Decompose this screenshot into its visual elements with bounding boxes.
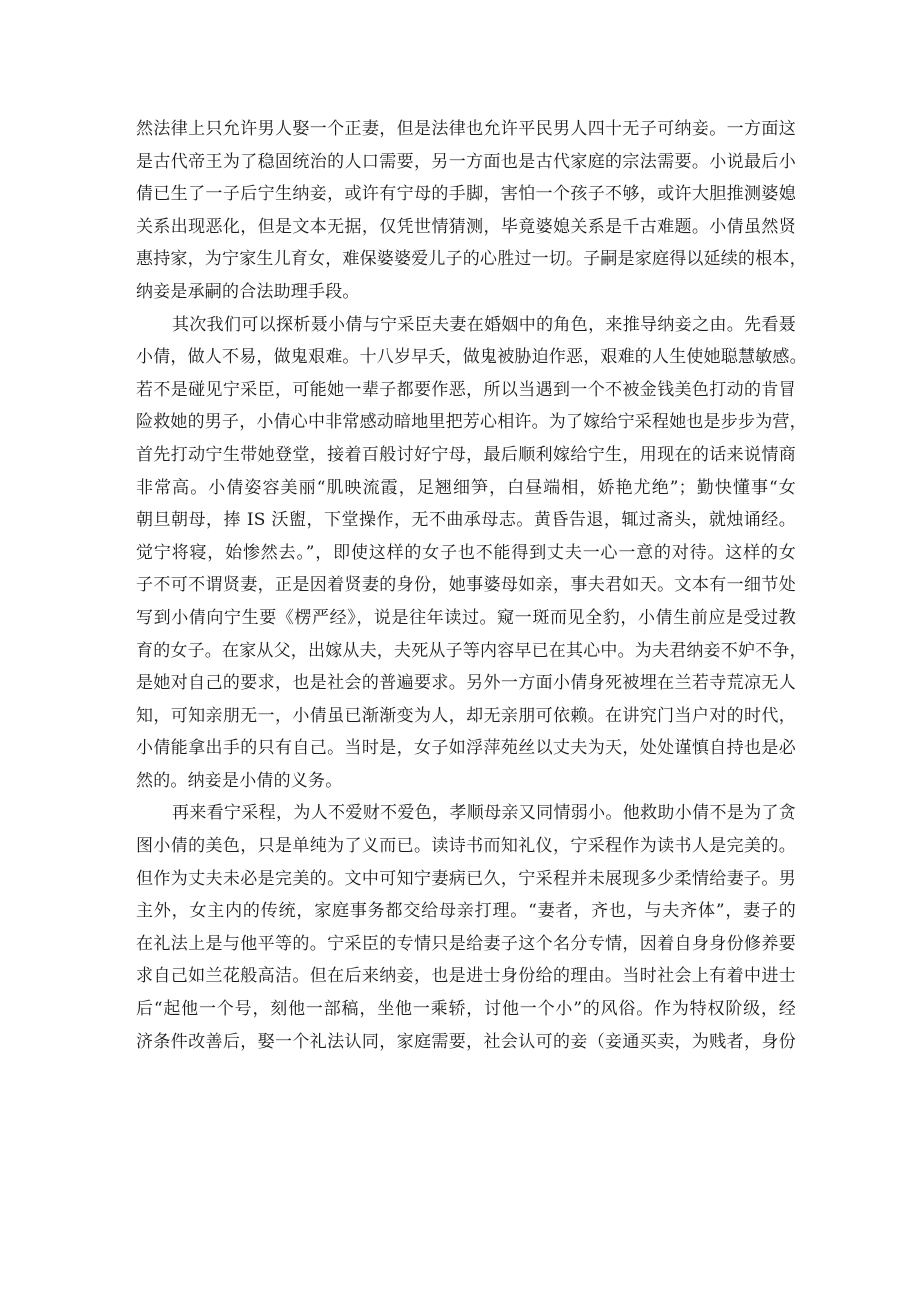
- paragraph-2: [136, 309, 807, 798]
- text-line: 是她对自己的要求，也是社会的普遍要求。另外一方面小倩身死被埋在兰若寺荒凉无人: [136, 673, 796, 694]
- text-line: 若不是碰见宁采臣，可能她一辈子都要作恶，所以当遇到一个不被金钱美色打动的肯冒: [136, 379, 796, 400]
- text-line: 险救她的男子，小倩心中非常感动暗地里把芳心相许。为了嫁给宁采程她也是步步为营，: [136, 412, 807, 433]
- text-line: 关系出现恶化，但是文本无据，仅凭世情猜测，毕竟婆媳关系是千古难题。小倩虽然贤: [136, 216, 796, 237]
- text-line: 倩已生了一子后宁生纳妾，或许有宁母的手脚，害怕一个孩子不够，或许大胆推测婆媳: [136, 184, 796, 205]
- text-line: 小倩能拿出手的只有自己。当时是，女子如浮萍苑丝以丈夫为天，处处谨慎自持也是必: [136, 738, 796, 759]
- text-line: 惠持家，为宁家生儿育女，难保婆婆爱儿子的心胜过一切。子嗣是家庭得以延续的根本，: [136, 249, 807, 270]
- text-line: 纳妾是承嗣的合法助理手段。: [136, 281, 360, 302]
- text-line: 后“起他一个号，刻他一部稿，坐他一乘轿，讨他一个小”的风俗。作为特权阶级，经: [136, 999, 796, 1020]
- text-line: 小倩，做人不易，做鬼艰难。十八岁早夭，做鬼被胁迫作恶，艰难的人生使她聪慧敏感。: [136, 347, 807, 368]
- text-line: 觉宁将寝，始惨然去。”，即使这样的女子也不能得到丈夫一心一意的对待。这样的女: [136, 542, 796, 563]
- text-line: 在礼法上是与他平等的。宁采臣的专情只是给妻子这个名分专情，因着自身身份修养要: [136, 933, 796, 954]
- text-line: 图小倩的美色，只是单纯为了义而已。读诗书而知礼仪，宁采程作为读书人是完美的。: [136, 836, 796, 857]
- text-line: 非常高。小倩姿容美丽“肌映流霞，足翘细笋，白昼端相，娇艳尤绝”；勤快懂事“女: [136, 477, 796, 498]
- text-line: 其次我们可以探析聂小倩与宁采臣夫妻在婚姻中的角色，来推导纳妾之由。先看聂: [172, 314, 796, 335]
- text-line: 知，可知亲朋无一，小倩虽已渐渐变为人，却无亲朋可依赖。在讲究门当户对的时代，: [136, 705, 796, 726]
- paragraph-1: [136, 113, 807, 309]
- text-line: 写到小倩向宁生要《楞严经》，说是往年读过。窥一斑而见全豹，小倩生前应是受过教: [136, 607, 796, 628]
- body-text: [136, 113, 807, 1058]
- paragraph-3: [136, 797, 796, 1058]
- text-line: 济条件改善后，娶一个礼法认同，家庭需要，社会认可的妾（妾通买卖，为贱者，身份: [136, 1031, 796, 1052]
- text-line: 首先打动宁生带她登堂，接着百般讨好宁母，最后顺利嫁给宁生，用现在的话来说情商: [136, 444, 796, 465]
- text-line: 主外，女主内的传统，家庭事务都交给母亲打理。“妻者，齐也，与夫齐体”，妻子的: [136, 901, 796, 922]
- text-line: 是古代帝王为了稳固统治的人口需要，另一方面也是古代家庭的宗法需要。小说最后小: [136, 151, 796, 172]
- text-line: 再来看宁采程，为人不爱财不爱色，孝顺母亲又同情弱小。他救助小倩不是为了贪: [172, 803, 796, 824]
- text-line: 但作为丈夫未必是完美的。文中可知宁妻病已久，宁采程并未展现多少柔情给妻子。男: [136, 868, 796, 889]
- text-line: 求自己如兰花般高洁。但在后来纳妾，也是进士身份给的理由。当时社会上有着中进士: [136, 966, 796, 987]
- text-line: 育的女子。在家从父，出嫁从夫，夫死从子等内容早已在其心中。为夫君纳妾不妒不争，: [136, 640, 807, 661]
- text-line: 朝旦朝母，捧 IS 沃盥，下堂操作，无不曲承母志。黄昏告退，辄过斋头，就烛诵经。: [136, 510, 796, 531]
- text-line: 然的。纳妾是小倩的义务。: [136, 770, 343, 791]
- text-line: 子不可不谓贤妻，正是因着贤妻的身份，她事婆母如亲，事夫君如天。文本有一细节处: [136, 575, 796, 596]
- text-line: 然法律上只允许男人娶一个正妻，但是法律也允许平民男人四十无子可纳妾。一方面这: [136, 119, 796, 139]
